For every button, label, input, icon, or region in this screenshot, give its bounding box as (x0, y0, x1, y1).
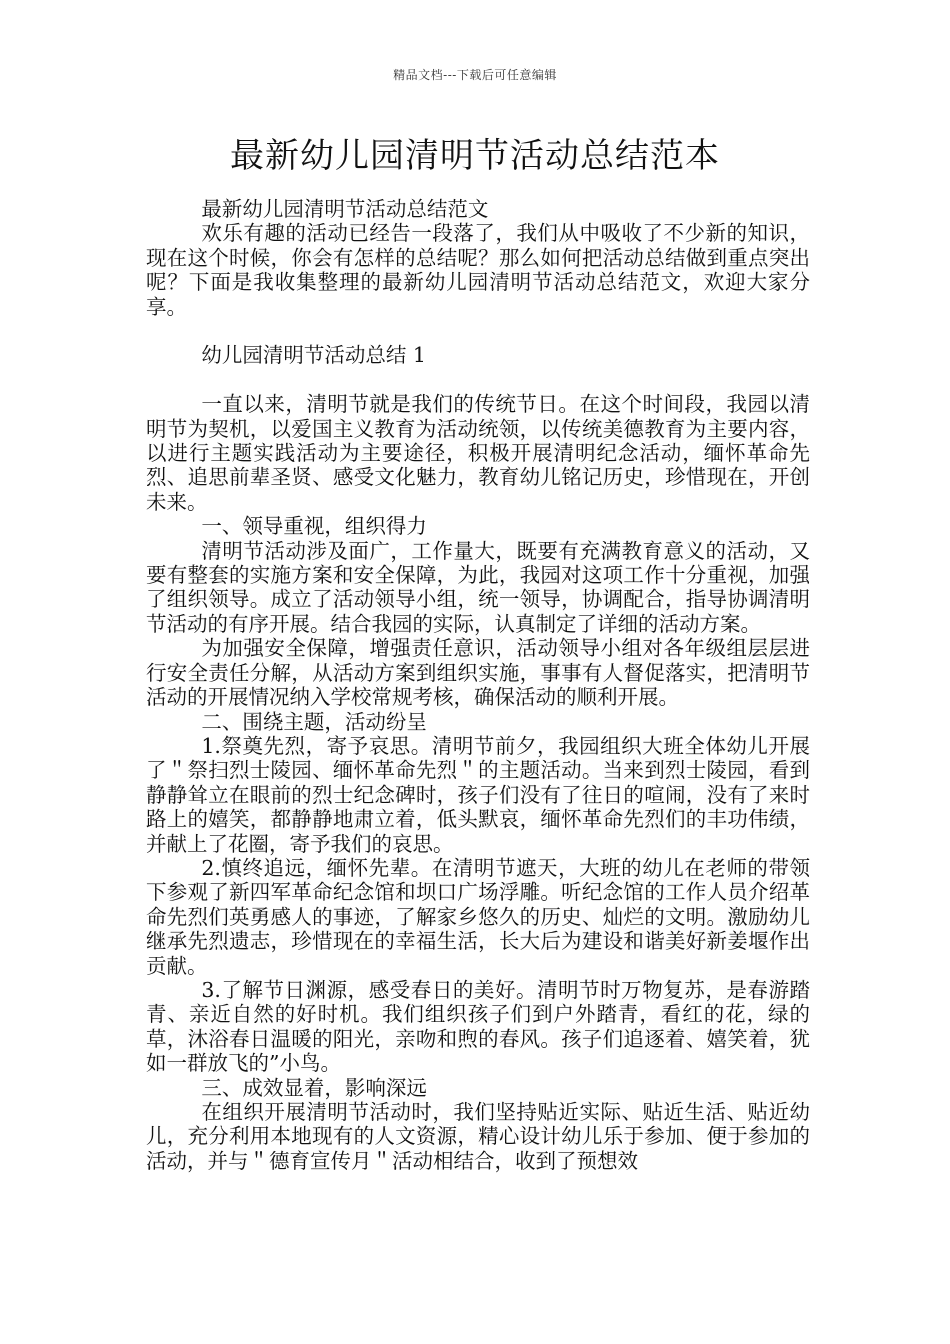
body-paragraph: 清明节活动涉及面广，工作量大，既要有充满教育意义的活动，又要有整套的实施方案和安全保障，为此，我园对这项工作十分重视，加强了组织领导。成立了活动领导小组，统一领导，协调配合，指导协调清明节活动的有序开展。结合我园的实际，认真制定了详细的活动方案。 (146, 538, 810, 636)
body-paragraph: 在组织开展清明节活动时，我们坚持贴近实际、贴近生活、贴近幼儿，充分利用本地现有的人文资源，精心设计幼儿乐于参加、便于参加的活动，并与＂德育宣传月＂活动相结合，收到了预想效 (146, 1100, 810, 1173)
section-heading: 幼儿园清明节活动总结 1 (201, 343, 426, 368)
body-paragraph: 为加强安全保障，增强责任意识，活动领导小组对各年级组层层进行安全责任分解，从活动方案到组织实施，事事有人督促落实，把清明节活动的开展情况纳入学校常规考核，确保活动的顺利开展。 (146, 636, 810, 710)
body-paragraph: 3.了解节日渊源，感受春日的美好。清明节时万物复苏，是春游踏青、亲近自然的好时机。我们组织孩子们到户外踏青，看红的花，绿的草，沐浴春日温暖的阳光，亲吻和煦的春风。孩子们追逐着、嬉笑着，犹如一群放飞的”小鸟。 (146, 977, 810, 1076)
body-paragraph: 1.祭奠先烈，寄予哀思。清明节前夕，我园组织大班全体幼儿开展了＂祭扫烈士陵园、缅怀革命先烈＂的主题活动。当来到烈士陵园，看到静静耸立在眼前的烈士纪念碑时，孩子们没有了往日的喧闹，没有了来时路上的嬉笑，都静静地肃立着，低头默哀，缅怀革命先烈们的丰功伟绩，并献上了花圈，寄予我们的哀思。 (146, 733, 810, 856)
body-paragraph: 2.慎终追远，缅怀先辈。在清明节遮天，大班的幼儿在老师的带领下参观了新四军革命纪念馆和坝口广场浮雕。听纪念馆的工作人员介绍革命先烈们英勇感人的事迹，了解家乡悠久的历史、灿烂的文明。激励幼儿继承先烈遗志，珍惜现在的幸福生活，长大后为建设和谐美好新姜堰作出贡献。 (146, 855, 810, 978)
subheading: 一、领导重视，组织得力 (201, 514, 427, 539)
subtitle-paragraph: 最新幼儿园清明节活动总结范文 (201, 197, 489, 221)
header-note: 精品文档---下载后可任意编辑 (393, 68, 557, 82)
body-paragraph: 一直以来，清明节就是我们的传统节日。在这个时间段，我园以清明节为契机，以爱国主义教育为活动统领，以传统美德教育为主要内容，以进行主题实践活动为主要途径，积极开展清明纪念活动，缅怀革命先烈、追思前辈圣贤、感受文化魅力，教育幼儿铭记历史，珍惜现在，开创未来。 (146, 392, 810, 514)
document-title: 最新幼儿园清明节活动总结范本 (230, 136, 720, 176)
document-body (146, 197, 810, 1173)
intro-paragraph: 欢乐有趣的活动已经告一段落了，我们从中吸收了不少新的知识，现在这个时候，你会有怎样的总结呢？那么如何把活动总结做到重点突出呢？下面是我收集整理的最新幼儿园清明节活动总结范文，欢迎大家分享。 (146, 221, 810, 319)
subheading: 三、成效显着，影响深远 (201, 1075, 427, 1100)
subheading: 二、围绕主题，活动纷呈 (201, 709, 427, 734)
